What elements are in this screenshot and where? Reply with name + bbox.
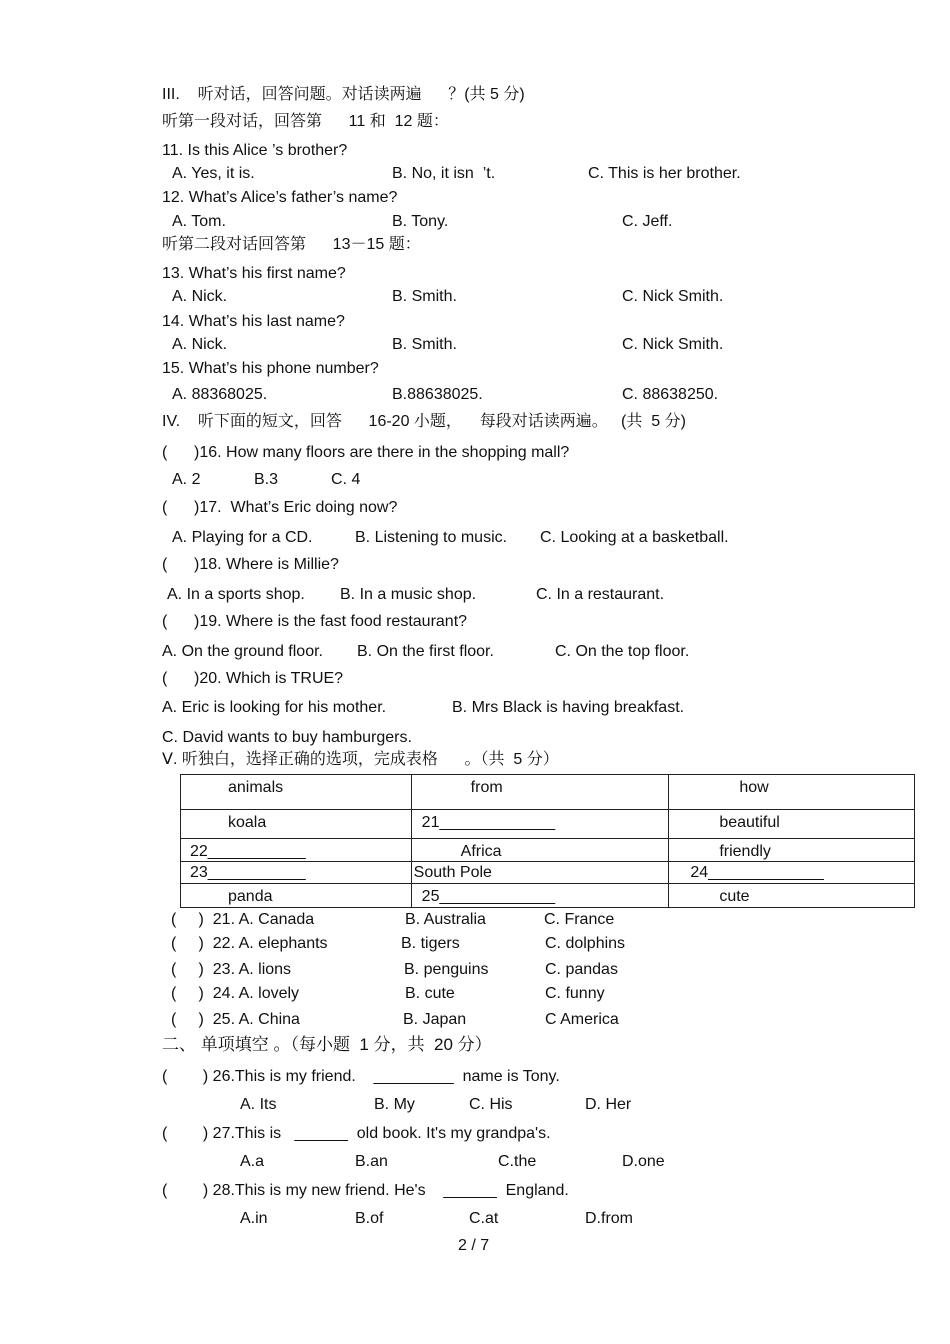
table-cell: friendly <box>669 839 915 862</box>
option-18a: A. In a sports shop. <box>167 586 305 603</box>
option-28c: C.at <box>469 1210 499 1227</box>
option-24b: B. cute <box>405 985 455 1002</box>
option-15b: B.88638025. <box>392 386 483 403</box>
table-cell: 24_____________ <box>669 862 915 884</box>
option-12c: C. Jeff. <box>622 213 673 230</box>
question-24: ( ) 24. A. lovely <box>171 985 300 1002</box>
table-cell: Africa <box>411 839 669 862</box>
option-16c: C. 4 <box>331 471 361 488</box>
option-26d: D. Her <box>585 1096 632 1113</box>
option-28a: A.in <box>240 1210 268 1227</box>
option-27c: C.the <box>498 1153 537 1170</box>
table-cell: South Pole <box>411 862 669 884</box>
question-28: ( ) 28.This is my new friend. He's ______ England. <box>162 1182 569 1199</box>
part-2-heading: 二、 单项填空 。（每小题 1 分，共 20 分） <box>162 1035 492 1054</box>
option-24c: C. funny <box>545 985 605 1002</box>
option-25b: B. Japan <box>403 1011 467 1028</box>
question-12: 12. What’s Alice’s father’s name? <box>162 189 398 206</box>
table-cell: koala <box>181 810 412 839</box>
table-cell: beautiful <box>669 810 915 839</box>
option-19c: C. On the top floor. <box>555 643 690 660</box>
question-23: ( ) 23. A. lions <box>171 961 292 978</box>
option-13c: C. Nick Smith. <box>622 288 724 305</box>
table-cell: 25_____________ <box>411 884 669 908</box>
option-12b: B. Tony. <box>392 213 449 230</box>
section-3-heading: III. 听对话，回答问题。对话读两遍 ？(共 5 分) <box>162 86 525 103</box>
option-15c: C. 88638250. <box>622 386 719 403</box>
option-28b: B.of <box>355 1210 384 1227</box>
option-16a: A. 2 <box>172 471 201 488</box>
option-18c: C. In a restaurant. <box>536 586 665 603</box>
question-16: ( )16. How many floors are there in the shopping mall? <box>162 444 570 461</box>
option-20c: C. David wants to buy hamburgers. <box>162 729 412 746</box>
question-26: ( ) 26.This is my friend. _________ name is Tony. <box>162 1068 560 1085</box>
option-13a: A. Nick. <box>172 288 228 305</box>
option-23b: B. penguins <box>404 961 489 978</box>
question-22: ( ) 22. A. elephants <box>171 935 328 952</box>
question-21: ( ) 21. A. Canada <box>171 911 315 928</box>
option-27b: B.an <box>355 1153 388 1170</box>
option-22b: B. tigers <box>401 935 460 952</box>
option-23c: C. pandas <box>545 961 618 978</box>
option-26b: B. My <box>374 1096 415 1113</box>
option-20b: B. Mrs Black is having breakfast. <box>452 699 685 716</box>
question-18: ( )18. Where is Millie? <box>162 556 339 573</box>
option-15a: A. 88368025. <box>172 386 268 403</box>
question-27: ( ) 27.This is ______ old book. It's my grandpa's. <box>162 1125 551 1142</box>
option-21c: C. France <box>544 911 615 928</box>
option-17a: A. Playing for a CD. <box>172 529 313 546</box>
question-13: 13. What’s his first name? <box>162 265 346 282</box>
question-14: 14. What’s his last name? <box>162 313 345 330</box>
question-17: ( )17. What’s Eric doing now? <box>162 499 398 516</box>
option-19a: A. On the ground floor. <box>162 643 323 660</box>
table-header-how: how <box>669 775 915 810</box>
table-cell: cute <box>669 884 915 908</box>
option-11a: A. Yes, it is. <box>172 165 255 182</box>
option-12a: A. Tom. <box>172 213 226 230</box>
section-4-heading: IV. 听下面的短文，回答 16-20 小题， 每段对话读两遍。 (共 5 分) <box>162 413 686 430</box>
page-number: 2 / 7 <box>458 1237 490 1254</box>
option-17c: C. Looking at a basketball. <box>540 529 729 546</box>
question-25: ( ) 25. A. China <box>171 1011 300 1028</box>
option-25c: C America <box>545 1011 619 1028</box>
option-16b: B.3 <box>254 471 279 488</box>
option-28d: D.from <box>585 1210 633 1227</box>
table-header-from: from <box>411 775 669 810</box>
table-header-animals: animals <box>181 775 412 810</box>
question-15: 15. What’s his phone number? <box>162 360 379 377</box>
option-11c: C. This is her brother. <box>588 165 741 182</box>
question-11: 11. Is this Alice ’s brother? <box>162 142 348 159</box>
option-20a: A. Eric is looking for his mother. <box>162 699 387 716</box>
option-14c: C. Nick Smith. <box>622 336 724 353</box>
dialogue-2-instruction: 听第二段对话回答第 13－15 题： <box>162 236 421 253</box>
table-cell: panda <box>181 884 412 908</box>
question-20: ( )20. Which is TRUE? <box>162 670 344 687</box>
table-cell: 22___________ <box>181 839 412 862</box>
option-27a: A.a <box>240 1153 265 1170</box>
table-cell: 23___________ <box>181 862 412 884</box>
option-17b: B. Listening to music. <box>355 529 508 546</box>
option-14a: A. Nick. <box>172 336 228 353</box>
option-26c: C. His <box>469 1096 513 1113</box>
animal-table <box>180 774 915 908</box>
option-14b: B. Smith. <box>392 336 457 353</box>
dialogue-1-instruction: 听第一段对话，回答第 11 和 12 题： <box>162 113 449 130</box>
option-19b: B. On the first floor. <box>357 643 494 660</box>
question-19: ( )19. Where is the fast food restaurant? <box>162 613 468 630</box>
option-11b: B. No, it isn ’t. <box>392 165 496 182</box>
option-22c: C. dolphins <box>545 935 626 952</box>
option-13b: B. Smith. <box>392 288 457 305</box>
option-27d: D.one <box>622 1153 665 1170</box>
table-cell: 21_____________ <box>411 810 669 839</box>
option-26a: A. Its <box>240 1096 277 1113</box>
option-18b: B. In a music shop. <box>340 586 477 603</box>
option-21b: B. Australia <box>405 911 486 928</box>
section-5-heading: Ⅴ. 听独白，选择正确的选项，完成表格 。（共 5 分） <box>162 751 559 768</box>
